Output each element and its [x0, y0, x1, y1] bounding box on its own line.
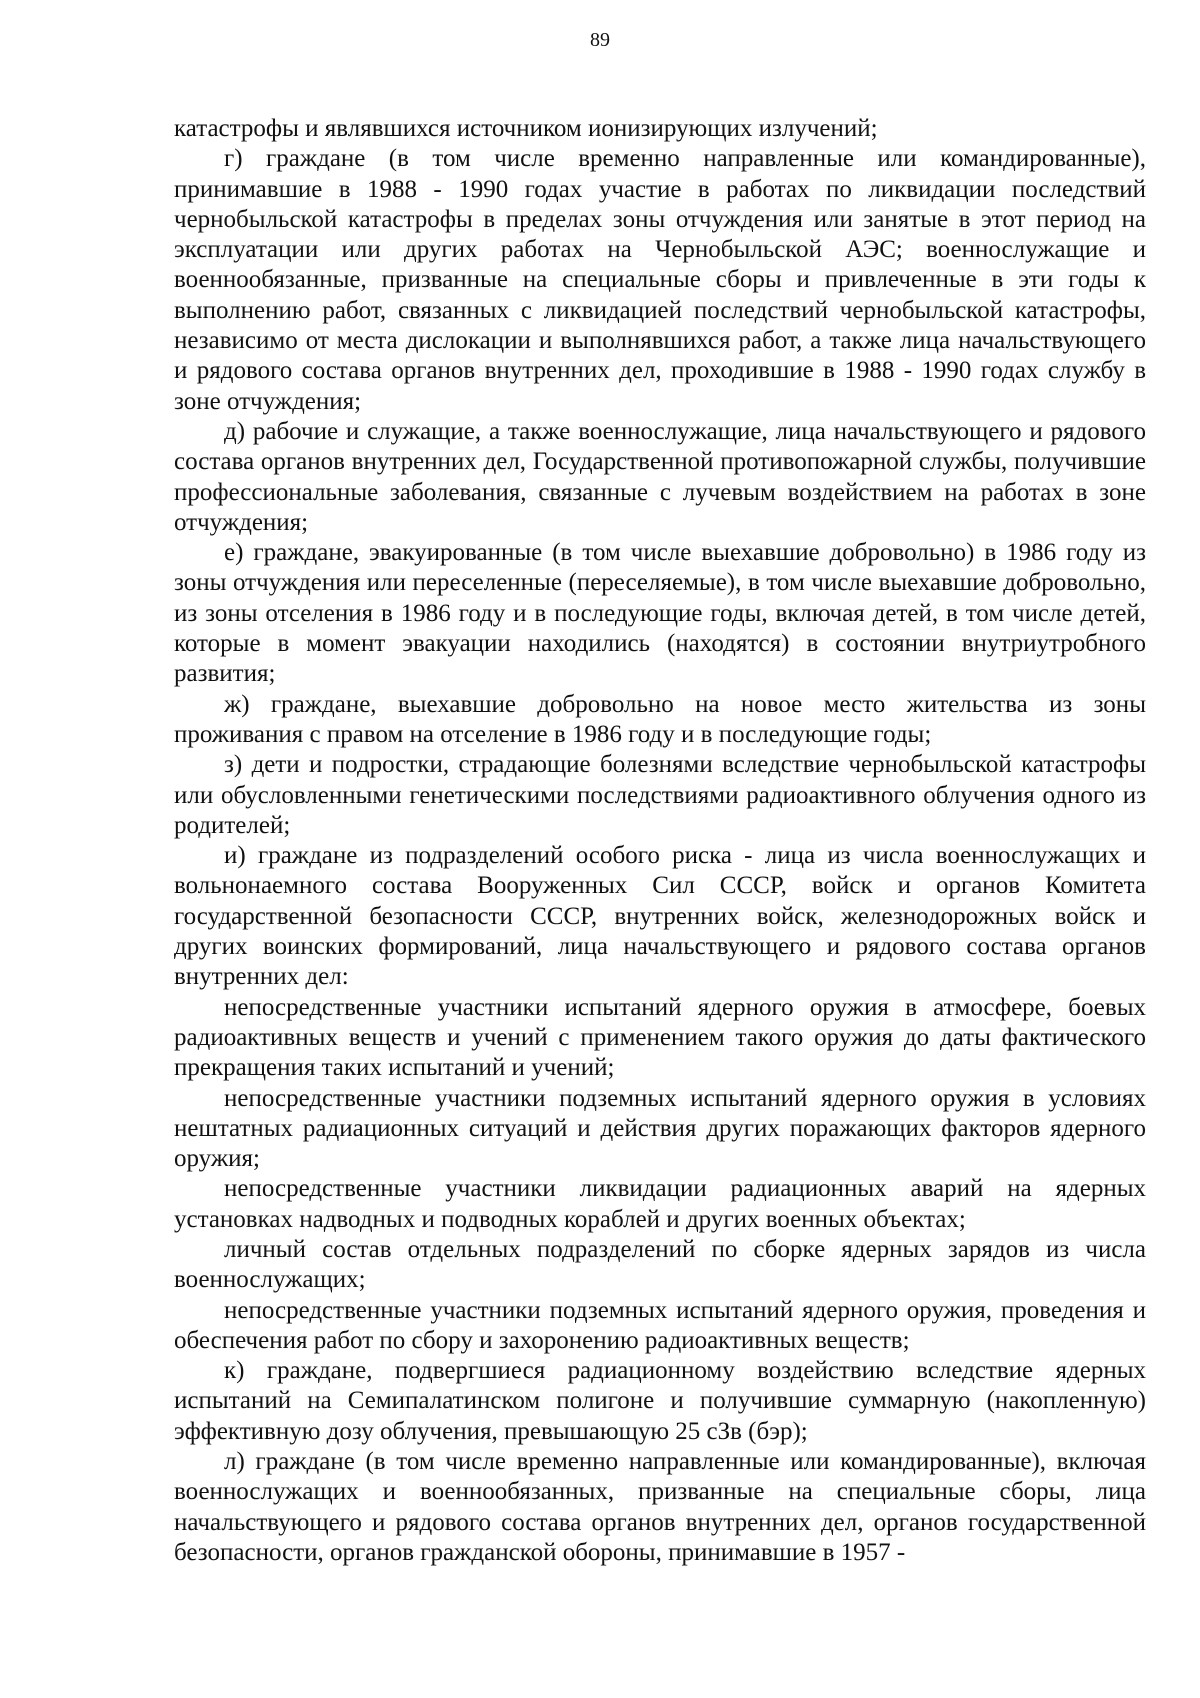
paragraph-subitem-waste-burial: непосредственные участники подземных испытаний ядерного оружия, проведения и обеспечения работ по сбору и захоронению радиоактивных веществ;: [174, 1296, 1146, 1354]
paragraph-item-z: з) дети и подростки, страдающие болезнями вследствие чернобыльской катастрофы или обусловленными генетическими последствиями радиоактивного облучения одного из родителей;: [174, 751, 1146, 839]
paragraph-item-g: г) граждане (в том числе временно направленные или командированные), принимавшие в 1988 - 1990 годах участие в работах по ликвидации последствий чернобыльской катастрофы в пределах зоны отчуждения или занятые в этот период на эксплуатации или других работах на Чернобыльской АЭС; военнослужащие и военнообязанные, призванные на специальные сборы и привлеченные в эти годы к выполнению работ, связанных с ликвидацией последствий чернобыльской катастрофы, независимо от места дислокации и выполнявшихся работ, а также лица начальствующего и рядового состава органов внутренних дел, проходившие в 1988 - 1990 годах службу в зоне отчуждения;: [174, 145, 1146, 415]
paragraph-continuation: катастрофы и являвшихся источником ионизирующих излучений;: [174, 115, 878, 142]
paragraph-item-i: и) граждане из подразделений особого риска - лица из числа военнослужащих и вольнонаемного состава Вооруженных Сил СССР, войск и органов Комитета государственной безопасности СССР, внутренних войск, железнодорожных войск и других воинских формирований, лица начальствующего и рядового состава органов внутренних дел:: [174, 842, 1146, 991]
paragraph-subitem-accident-liquidation: непосредственные участники ликвидации радиационных аварий на ядерных установках надводных и подводных кораблей и других военных объектах;: [174, 1175, 1146, 1233]
document-body: [174, 114, 1146, 1568]
page-number: 89: [590, 29, 610, 51]
paragraph-subitem-atmospheric-tests: непосредственные участники испытаний ядерного оружия в атмосфере, боевых радиоактивных веществ и учений с применением такого оружия до даты фактического прекращения таких испытаний и учений;: [174, 993, 1146, 1082]
paragraph-subitem-underground-tests: непосредственные участники подземных испытаний ядерного оружия в условиях нештатных радиационных ситуаций и действия других поражающих факторов ядерного оружия;: [174, 1084, 1146, 1173]
paragraph-item-k: к) граждане, подвергшиеся радиационному воздействию вследствие ядерных испытаний на Семипалатинском полигоне и получившие суммарную (накопленную) эффективную дозу облучения, превышающую 25 сЗв (бэр);: [174, 1357, 1146, 1445]
paragraph-item-zh: ж) граждане, выехавшие добровольно на новое место жительства из зоны проживания с правом на отселение в 1986 году и в последующие годы;: [174, 690, 1146, 748]
paragraph-item-l: л) граждане (в том числе временно направленные или командированные), включая военнослужащих и военнообязанных, призванные на специальные сборы, лица начальствующего и рядового состава органов внутренних дел, органов государственной безопасности, органов гражданской обороны, принимавшие в 1957 -: [174, 1448, 1146, 1566]
paragraph-item-d: д) рабочие и служащие, а также военнослужащие, лица начальствующего и рядового состава органов внутренних дел, Государственной противопожарной службы, получившие профессиональные заболевания, связанные с лучевым воздействием на работах в зоне отчуждения;: [174, 417, 1146, 536]
paragraph-subitem-assembly-personnel: личный состав отдельных подразделений по сборке ядерных зарядов из числа военнослужащих;: [174, 1235, 1146, 1294]
paragraph-item-e: е) граждане, эвакуированные (в том числе выехавшие добровольно) в 1986 году из зоны отчуждения или переселенные (переселяемые), в том числе выехавшие добровольно, из зоны отселения в 1986 году и в последующие годы, включая детей, в том числе детей, которые в момент эвакуации находились (находятся) в состоянии внутриутробного развития;: [174, 539, 1146, 688]
